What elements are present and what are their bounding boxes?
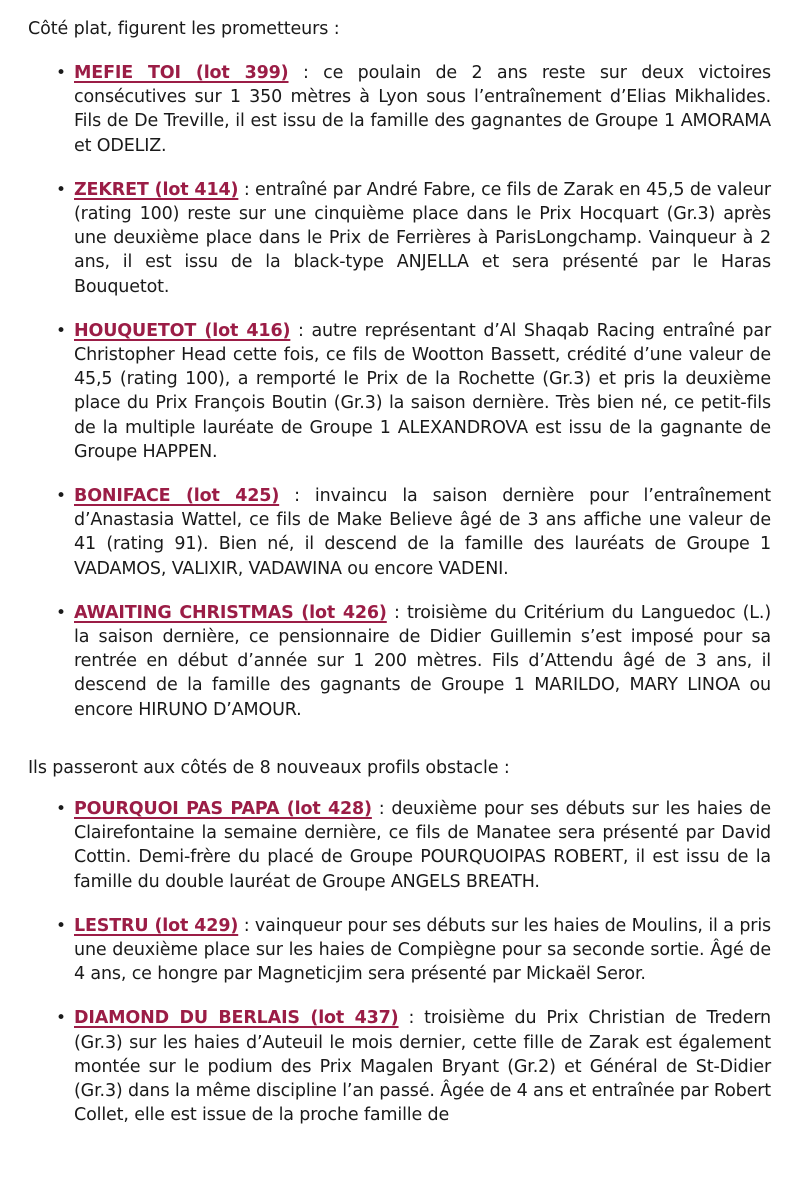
list-item — [0, 797, 811, 894]
horse-description: : ce poulain de 2 ans reste sur deux victoires consécutives sur 1 350 mètres à Lyon sous l’entraînement d’Elias Mikhalides. Fils de De Treville, il est issu de la famille des gagnantes de Groupe 1 AMORAMA et ODELIZ. — [74, 63, 771, 156]
bullet-icon: • — [56, 320, 66, 341]
bullet-icon: • — [56, 915, 66, 936]
bullet-icon: • — [56, 486, 66, 507]
list-item — [0, 914, 811, 987]
horse-name-link[interactable]: AWAITING CHRISTMAS (lot 426) — [74, 602, 387, 623]
flat-prospects-list — [0, 61, 811, 742]
horse-name-link[interactable]: MEFIE TOI (lot 399) — [74, 63, 289, 83]
horse-name-link[interactable]: DIAMOND DU BERLAIS (lot 437) — [74, 1008, 399, 1029]
horse-description: : troisième du Critérium du Languedoc (L.) la saison dernière, ce pensionnaire de Didier Guillemin s’est imposé pour sa rentrée en début d’année sur 1 200 mètres. Fils d’Attendu âgé de 3 ans, il descend de la famille des gagnants de Groupe 1 MARILDO, MARY LINOA ou encore HIRUNO D’AMOUR. — [74, 602, 771, 720]
bullet-icon: • — [56, 63, 66, 83]
horse-description: : troisième du Prix Christian de Tredern (Gr.3) sur les haies d’Auteuil le mois dernier, cette fille de Zarak est également montée sur le podium des Prix Magalen Bryant (Gr.2) et Général de St-Didier (Gr.3) dans la même discipline l’an passé. Âgée de 4 ans et entraînée par Robert Collet, elle est issue de la proche famille de — [74, 1008, 771, 1126]
horse-name-link[interactable]: ZEKRET (lot 414) — [74, 179, 239, 200]
list-item — [0, 178, 811, 299]
bullet-icon: • — [56, 179, 66, 200]
list-item — [0, 1006, 811, 1127]
list-item — [0, 484, 811, 581]
horse-name-link[interactable]: LESTRU (lot 429) — [74, 915, 239, 936]
horse-description: : autre représentant d’Al Shaqab Racing entraîné par Christopher Head cette fois, ce fils de Wootton Bassett, crédité d’une valeur de 45,5 (rating 100), a remporté le Prix de la Rochette (Gr.3) et pris la deuxième place du Prix François Boutin (Gr.3) la saison dernière. Très bien né, ce petit-fils de la multiple lauréate de Groupe 1 ALEXANDROVA est issu de la gagnante de Groupe HAPPEN. — [74, 320, 771, 462]
intro-flat: Côté plat, figurent les prometteurs : — [28, 19, 340, 39]
obstacle-prospects-list — [0, 797, 811, 1147]
horse-description: : deuxième pour ses débuts sur les haies de Clairefontaine la semaine dernière, ce fils de Manatee sera présenté par David Cottin. Demi-frère du placé de Groupe POURQUOIPAS ROBERT, il est issu de la famille du double lauréat de Groupe ANGELS BREATH. — [74, 799, 771, 892]
list-item — [0, 61, 811, 158]
intro-obstacle: Ils passeront aux côtés de 8 nouveaux profils obstacle : — [28, 758, 510, 778]
horse-name-link[interactable]: POURQUOI PAS PAPA (lot 428) — [74, 799, 372, 819]
horse-description: : vainqueur pour ses débuts sur les haies de Moulins, il a pris une deuxième place sur les haies de Compiègne pour sa seconde sortie. Âgé de 4 ans, ce hongre par Magneticjim sera présenté par Mickaël Seror. — [74, 915, 772, 985]
bullet-icon: • — [56, 799, 66, 819]
bullet-icon: • — [56, 602, 66, 623]
bullet-icon: • — [56, 1008, 66, 1029]
horse-description: : entraîné par André Fabre, ce fils de Zarak en 45,5 de valeur (rating 100) reste sur une cinquième place dans le Prix Hocquart (Gr.3) après une deuxième place dans le Prix de Ferrières à ParisLongchamp. Vainqueur à 2 ans, il est issu de la black-type ANJELLA et sera présenté par le Haras Bouquetot. — [74, 179, 771, 297]
horse-name-link[interactable]: HOUQUETOT (lot 416) — [74, 320, 291, 341]
list-item — [0, 601, 811, 722]
horse-description: : invaincu la saison dernière pour l’entraînement d’Anastasia Wattel, ce fils de Make Believe âgé de 3 ans affiche une valeur de 41 (rating 91). Bien né, il descend de la famille des lauréats de Groupe 1 VADAMOS, VALIXIR, VADAWINA ou encore VADENI. — [74, 486, 771, 579]
horse-name-link[interactable]: BONIFACE (lot 425) — [74, 486, 280, 507]
list-item — [0, 319, 811, 464]
